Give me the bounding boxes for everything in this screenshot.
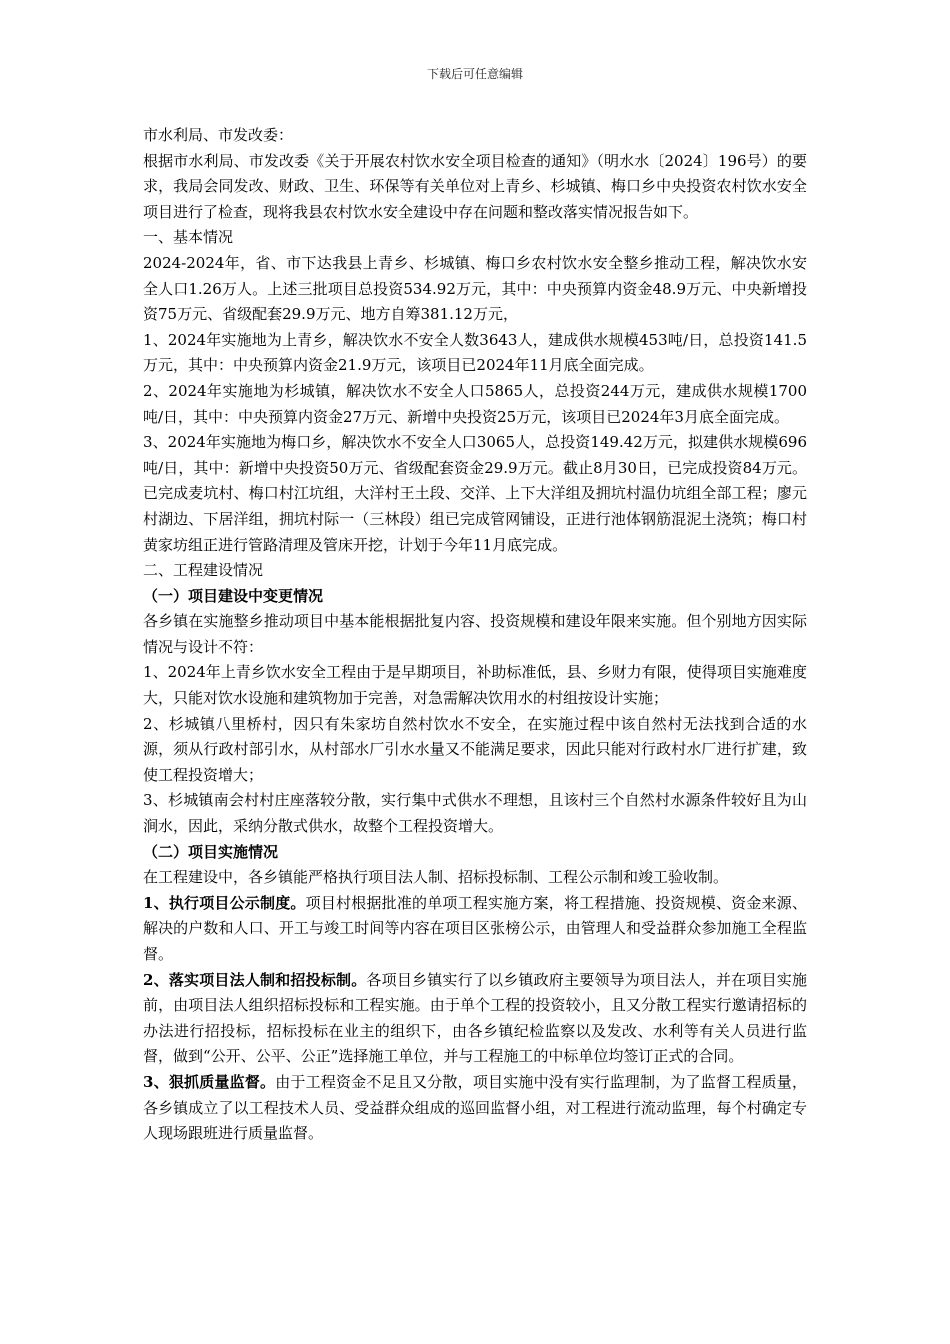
implementation-item-2-text: 各项目乡镇实行了以乡镇政府主要领导为项目法人，并在项目实施前，由项目法人组织招标投标和工程实施。由于单个工程的投资较小，且又分散工程实行邀请招标的办法进行招投标，招标投标在业主的组织下，由各乡镇纪检监察以及发改、水利等有关人员进行监督，做到“公开、公平、公正”选择施工单位，并与工程施工的中标单位均签订正式的合同。 bbox=[143, 970, 807, 1066]
implementation-item-1-text: 项目村根据批准的单项工程实施方案，将工程措施、投资规模、资金来源、解决的户数和人口、开工与竣工时间等内容在项目区张榜公示，由管理人和受益群众参加施工全程监督。 bbox=[143, 893, 807, 963]
changes-intro: 各乡镇在实施整乡推动项目中基本能根据批复内容、投资规模和建设年限来实施。但个别地方因实际情况与设计不符： bbox=[143, 612, 807, 656]
implementation-item-2 bbox=[143, 968, 807, 1070]
implementation-intro: 在工程建设中，各乡镇能严格执行项目法人制、招标投标制、工程公示制和竣工验收制。 bbox=[143, 868, 729, 887]
implementation-item-3-lead: 3、狠抓质量监督。 bbox=[143, 1072, 276, 1091]
changes-item-1: 1、2024年上青乡饮水安全工程由于是早期项目，补助标准低，县、乡财力有限，使得项目实施难度大，只能对饮水设施和建筑物加于完善，对急需解决饮用水的村组按设计实施； bbox=[143, 663, 807, 708]
implementation-item-1 bbox=[143, 891, 807, 968]
section-heading-basic: 一、基本情况 bbox=[143, 228, 234, 247]
intro-paragraph: 根据市水利局、市发改委《关于开展农村饮水安全项目检查的通知》（明水水〔2024〕196号）的要求，我局会同发改、财政、卫生、环保等有关单位对上青乡、杉城镇、梅口乡中央投资农村饮水安全项目进行了检查，现将我县农村饮水安全建设中存在问题和整改落实情况报告如下。 bbox=[143, 151, 807, 221]
document-body bbox=[143, 123, 807, 1147]
implementation-item-3 bbox=[143, 1070, 807, 1147]
subheading-changes: （一）项目建设中变更情况 bbox=[143, 586, 324, 605]
implementation-item-3-text: 由于工程资金不足且又分散，项目实施中没有实行监理制，为了监督工程质量，各乡镇成立了以工程技术人员、受益群众组成的巡回监督小组，对工程进行流动监理，每个村确定专人现场跟班进行质量监督。 bbox=[143, 1072, 807, 1143]
basic-summary: 2024-2024年，省、市下达我县上青乡、杉城镇、梅口乡农村饮水安全整乡推动工程，解决饮水安全人口1.26万人。上述三批项目总投资534.92万元，其中：中央预算内资金48.9万元、中央新增投资75万元、省级配套29.9万元、地方自筹381.12万元， bbox=[143, 253, 807, 324]
basic-item-3: 3、2024年实施地为梅口乡，解决饮水不安全人口3065人，总投资149.42万元，拟建供水规模696吨/日，其中：新增中央投资50万元、省级配套资金29.9万元。截止8月30日，已完成投资84万元。已完成麦坑村、梅口村江坑组，大洋村王土段、交洋、上下大洋组及拥坑村温仂坑组全部工程；廖元村湖边、下居洋组，拥坑村际一（三林段）组已完成管网铺设，正进行池体钢筋混泥土浇筑；梅口村黄家坊组正进行管路清理及管床开挖，计划于今年11月底完成。 bbox=[143, 433, 807, 554]
basic-item-1: 1、2024年实施地为上青乡，解决饮水不安全人数3643人，建成供水规模453吨/日，总投资141.5万元，其中：中央预算内资金21.9万元，该项目已2024年11月底全面完成。 bbox=[143, 330, 807, 375]
implementation-item-2-lead: 2、落实项目法人制和招投标制。 bbox=[143, 970, 367, 989]
subheading-implementation: （二）项目实施情况 bbox=[143, 842, 279, 861]
changes-item-3: 3、杉城镇南会村村庄座落较分散，实行集中式供水不理想，且该村三个自然村水源条件较好且为山涧水，因此，采纳分散式供水，故整个工程投资增大。 bbox=[143, 791, 807, 836]
page-header: 下载后可任意编辑 bbox=[426, 67, 523, 81]
salutation: 市水利局、市发改委： bbox=[143, 126, 294, 144]
implementation-item-1-lead: 1、执行项目公示制度。 bbox=[143, 893, 306, 912]
basic-item-2: 2、2024年实施地为杉城镇，解决饮水不安全人口5865人，总投资244万元，建成供水规模1700吨/日，其中：中央预算内资金27万元、新增中央投资25万元，该项目已2024年3月底全面完成。 bbox=[143, 381, 807, 426]
changes-item-2: 2、杉城镇八里桥村，因只有朱家坊自然村饮水不安全，在实施过程中该自然村无法找到合适的水源，须从行政村部引水，从村部水厂引水水量又不能满足要求，因此只能对行政村水厂进行扩建，致使工程投资增大； bbox=[143, 714, 807, 784]
section-heading-construction: 二、工程建设情况 bbox=[143, 561, 264, 580]
